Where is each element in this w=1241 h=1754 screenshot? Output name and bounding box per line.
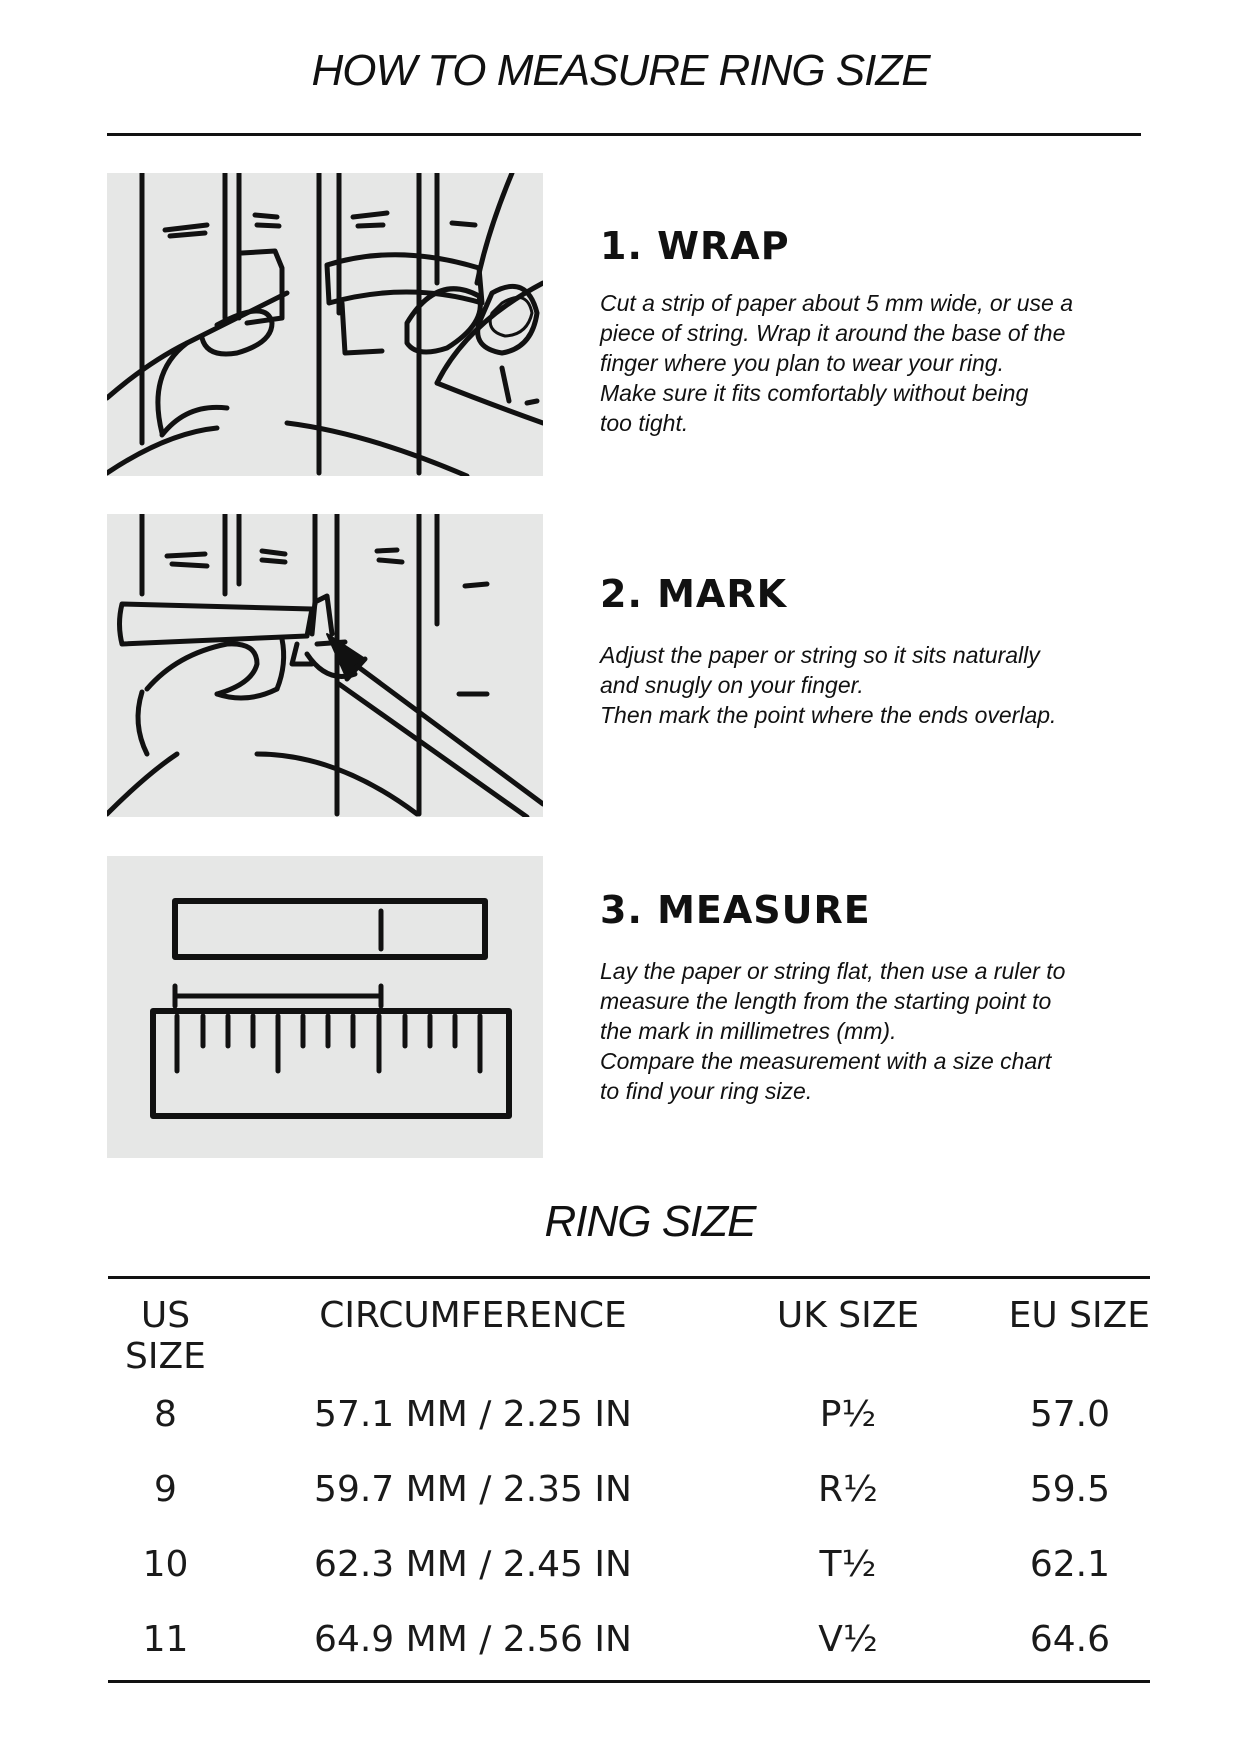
circumference-cell: 57.1 MM / 2.25 IN [314, 1394, 632, 1435]
eu-size-cell: 64.6 [1029, 1619, 1110, 1660]
step-3-text: Lay the paper or string flat, then use a ruler to measure the length from the starting point to the mark in millimetres (mm). Compare the measurement with a size chart to find your ring size. [600, 958, 1066, 1104]
eu-size-cell: 62.1 [1029, 1544, 1110, 1585]
table-header-row [108, 1295, 1150, 1377]
step-1-heading: 1. WRAP [600, 224, 790, 268]
table-row [108, 1377, 1150, 1452]
wrap-illustration [107, 173, 543, 476]
uk-size-cell: P½ [819, 1394, 877, 1435]
uk-size-cell: V½ [818, 1619, 878, 1660]
step-1-text: Cut a strip of paper about 5 mm wide, or use a piece of string. Wrap it around the base of the finger where you plan to wear your ring. Make sure it fits comfortably without being too tight. [600, 290, 1074, 436]
eu-size-cell: 57.0 [1029, 1394, 1110, 1435]
step-2-heading: 2. MARK [600, 572, 788, 616]
circumference-cell: 62.3 MM / 2.45 IN [314, 1544, 632, 1585]
us-size-cell: 10 [142, 1544, 189, 1585]
uk-size-cell: T½ [819, 1544, 877, 1585]
us-size-cell: 11 [142, 1619, 189, 1660]
step-3-heading: 3. MEASURE [600, 888, 871, 932]
header-uk-size: UK SIZE [776, 1295, 920, 1336]
eu-size-cell: 59.5 [1029, 1469, 1110, 1510]
page-title: HOW TO MEASURE RING SIZE [311, 46, 930, 95]
mark-illustration [107, 514, 543, 817]
header-us-size: US SIZE [125, 1295, 206, 1377]
table-bottom-divider [108, 1680, 1150, 1683]
measure-ruler-illustration [107, 856, 543, 1158]
ring-size-title: RING SIZE [544, 1197, 756, 1246]
header-circumference: CIRCUMFERENCE [319, 1295, 627, 1336]
uk-size-cell: R½ [818, 1469, 878, 1510]
us-size-cell: 8 [154, 1394, 177, 1435]
step-2-text: Adjust the paper or string so it sits naturally and snugly on your finger. Then mark the point where the ends overlap. [600, 642, 1057, 728]
table-top-divider [108, 1276, 1150, 1279]
ring-size-table [108, 1295, 1150, 1677]
table-row [108, 1452, 1150, 1527]
circumference-cell: 59.7 MM / 2.35 IN [314, 1469, 632, 1510]
header-eu-size: EU SIZE [1008, 1295, 1150, 1336]
table-row [108, 1527, 1150, 1602]
circumference-cell: 64.9 MM / 2.56 IN [314, 1619, 632, 1660]
title-divider [107, 133, 1141, 136]
us-size-cell: 9 [154, 1469, 177, 1510]
table-row [108, 1602, 1150, 1677]
